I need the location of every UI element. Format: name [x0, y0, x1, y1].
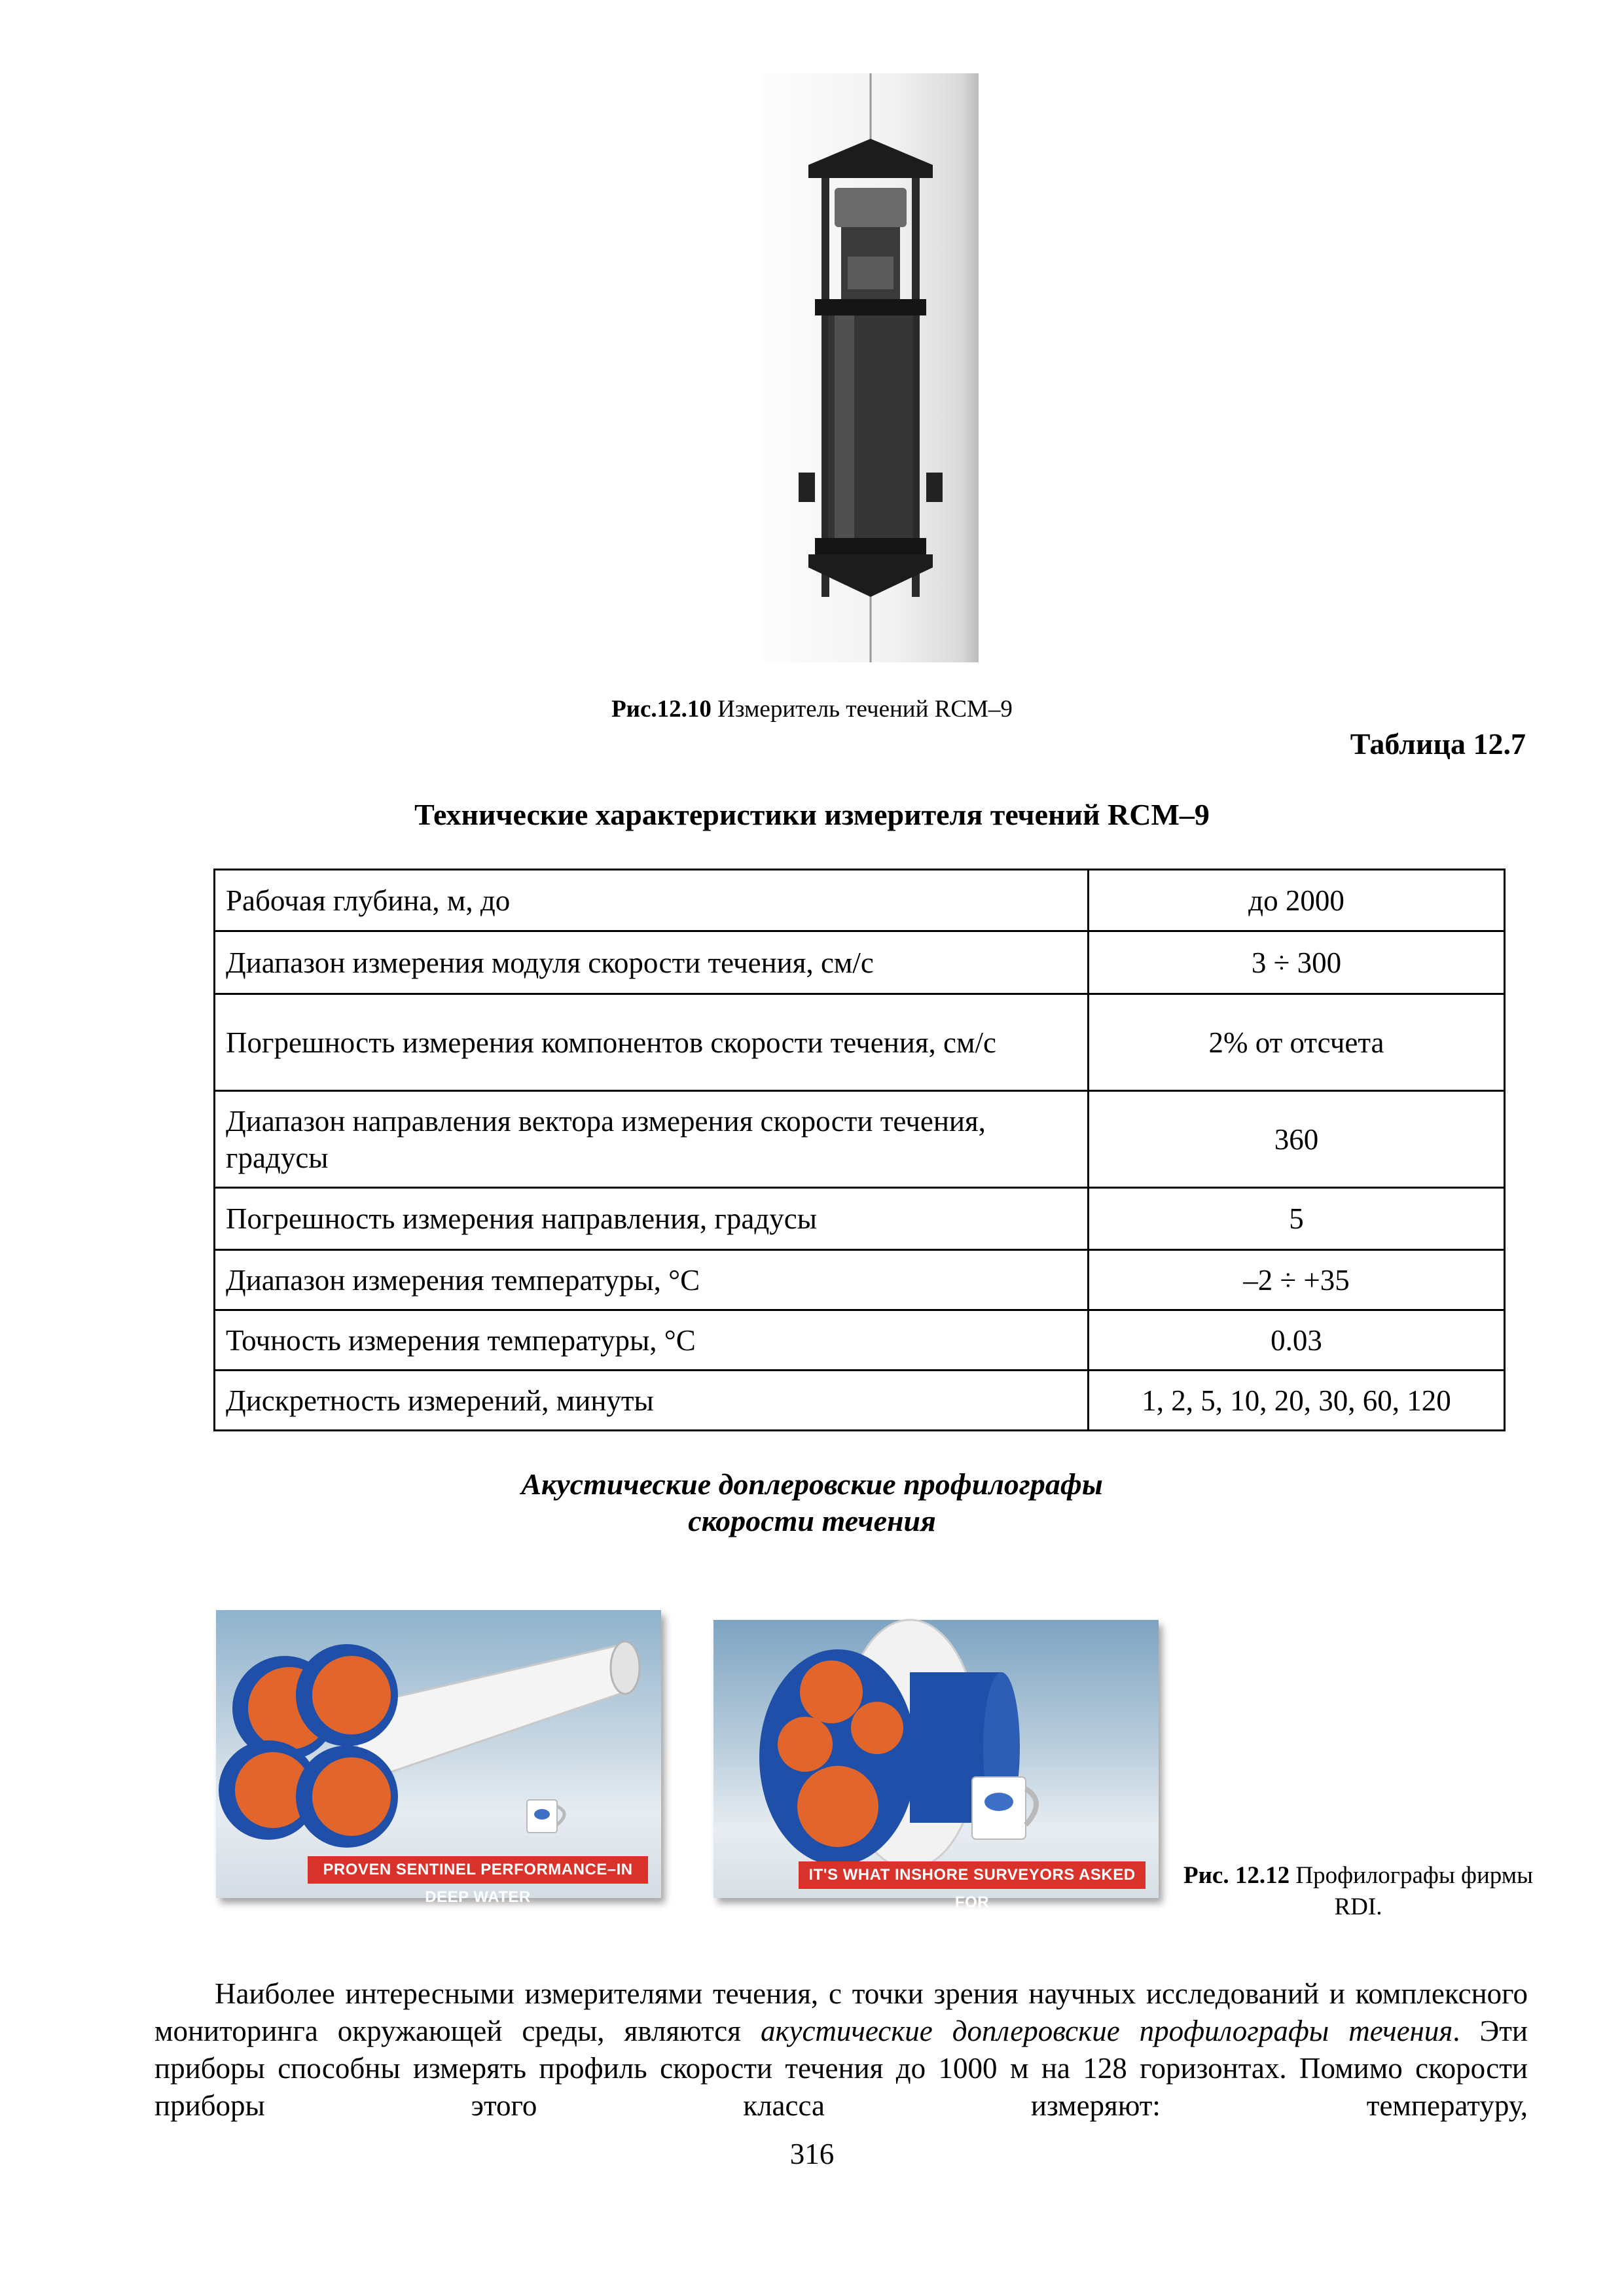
body-text-part2: . Эти приборы способны измерять профиль скорости течения до 1000 м на 128 горизонтах. Помимо скорости приборы этого класса измеряют: температуру, [154, 2015, 1528, 2122]
param-cell: Погрешность измерения компонентов скорости течения, см/с [215, 994, 1089, 1091]
value-cell: 5 [1089, 1188, 1505, 1250]
sentinel-adcp-photo [216, 1610, 661, 1906]
value-cell: 1, 2, 5, 10, 20, 30, 60, 120 [1089, 1371, 1505, 1431]
sentinel-banner: PROVEN SENTINEL PERFORMANCE–IN DEEP WATER [308, 1856, 648, 1884]
value-cell: до 2000 [1089, 870, 1505, 931]
param-cell: Диапазон измерения модуля скорости течения, см/с [215, 931, 1089, 994]
section-heading-line1: Акустические доплеровские профилографы [521, 1467, 1103, 1501]
table-row [215, 1310, 1505, 1371]
specifications-table [213, 869, 1506, 1431]
value-cell: 3 ÷ 300 [1089, 931, 1505, 994]
inshore-adcp-drawing [713, 1620, 1159, 1898]
value-cell: –2 ÷ +35 [1089, 1250, 1505, 1310]
param-cell: Диапазон измерения температуры, °С [215, 1250, 1089, 1310]
figure-caption-text: Профилографы фирмы RDI. [1290, 1862, 1533, 1920]
table-row [215, 1091, 1505, 1188]
value-cell: 2% от отсчета [1089, 994, 1505, 1091]
figure-caption-rdi [1178, 1860, 1538, 1923]
section-heading [0, 1466, 1624, 1539]
body-paragraph [154, 1975, 1528, 2125]
inshore-banner: IT'S WHAT INSHORE SURVEYORS ASKED FOR [799, 1861, 1146, 1889]
page-number: 316 [789, 2138, 835, 2170]
figure-caption-text: Измеритель течений RCM–9 [711, 696, 1013, 723]
inshore-adcp-photo [713, 1620, 1159, 1911]
param-cell: Дискретность измерений, минуты [215, 1371, 1089, 1431]
param-cell: Рабочая глубина, м, до [215, 870, 1089, 931]
figure-caption-label: Рис.12.10 [611, 696, 712, 723]
table-title: Технические характеристики измерителя течений RCM–9 [414, 798, 1210, 831]
table-row [215, 931, 1505, 994]
table-row [215, 870, 1505, 931]
table-row [215, 1371, 1505, 1431]
table-row [215, 994, 1505, 1091]
sentinel-adcp-drawing [216, 1610, 661, 1898]
value-cell: 0.03 [1089, 1310, 1505, 1371]
table-row [215, 1250, 1505, 1310]
param-cell: Погрешность измерения направления, градусы [215, 1188, 1089, 1250]
body-text-part1: Наиболее интересными измерителями течения, с точки зрения научных исследований и комплексного мониторинга окружающей среды, являются [154, 1977, 1528, 2047]
param-cell: Диапазон направления вектора измерения скорости течения, градусы [215, 1091, 1089, 1188]
section-heading-line2: скорости течения [688, 1504, 936, 1537]
param-cell: Точность измерения температуры, °С [215, 1310, 1089, 1371]
rcm9-drawing [763, 73, 979, 662]
figure-caption-label: Рис. 12.12 [1183, 1862, 1290, 1889]
body-text-emphasis: акустические доплеровские профилографы течения [760, 2015, 1453, 2047]
table-number: Таблица 12.7 [1350, 727, 1526, 761]
table-row [215, 1188, 1505, 1250]
figure-caption-rcm9 [0, 695, 1624, 723]
rcm9-photo [763, 73, 979, 662]
value-cell: 360 [1089, 1091, 1505, 1188]
